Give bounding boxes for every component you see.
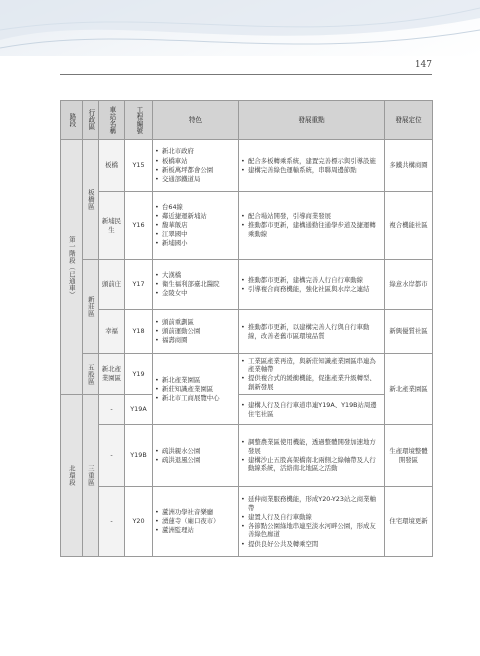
station-code: Y18 — [125, 310, 153, 354]
district-cell: 板橋區 — [83, 140, 99, 260]
focus-cell: • 調整農業區使用機能，透過整體開發加速地方發展 • 建構沙止五股高架橋南北兩側之綠軸帶及人行動線系統，活絡南北地區之活動 — [239, 425, 385, 487]
position-cell: 生產環境整體開發區 — [385, 425, 433, 487]
header-station: 車站名稱 — [99, 101, 125, 140]
table-header-row — [61, 101, 433, 140]
district-cell: 三重區 — [83, 395, 99, 557]
wave-decoration — [0, 0, 480, 56]
position-cell: 複合機能社區 — [385, 192, 433, 260]
focus-cell: • 建構人行及自行車道串連Y19A、Y19B站周邊住宅社區 — [239, 395, 385, 425]
position-cell: 新北產業園區 — [385, 354, 433, 425]
header-district: 行政區 — [83, 101, 99, 140]
station-name: - — [99, 395, 125, 425]
position-cell: 新興優質社區 — [385, 310, 433, 354]
position-cell: 多鐵共構商圈 — [385, 140, 433, 192]
station-name: 幸福 — [99, 310, 125, 354]
header-focus: 發展重點 — [239, 101, 385, 140]
station-name: 新北產業園區 — [99, 354, 125, 395]
station-code: Y15 — [125, 140, 153, 192]
features-cell: • 大漢橋 • 衛生福利部臺北醫院 • 金陵女中 — [153, 260, 239, 310]
features-cell: • 疏洪親水公園 • 疏洪退風公園 — [153, 425, 239, 487]
table-row — [61, 192, 433, 260]
focus-cell: • 配合多板轉乘系統，建置完善標示與引導設施 • 建構完善綠色運輸系統，串聯周邊節點 — [239, 140, 385, 192]
page-number: 147 — [414, 60, 432, 70]
table-row — [61, 425, 433, 487]
station-code: Y19B — [125, 425, 153, 487]
features-cell: • 台64線 • 鄰近捷運新埔站 • 馥華飯店 • 江翠國中 • 新埔國小 — [153, 192, 239, 260]
station-name: 板橋 — [99, 140, 125, 192]
station-name: - — [99, 487, 125, 557]
station-code: Y20 — [125, 487, 153, 557]
station-code: Y19 — [125, 354, 153, 395]
position-cell: 綠意水岸都市 — [385, 260, 433, 310]
station-code: Y16 — [125, 192, 153, 260]
header-route: 路段 — [61, 101, 83, 140]
focus-cell: • 推動都市更新，建構完善人行自行車動線 • 引導複合商務機能，強化社區與水岸之連結 — [239, 260, 385, 310]
header-code: 工程編號 — [125, 101, 153, 140]
station-name: 新埔民生 — [99, 192, 125, 260]
features-cell: • 新北市政府 • 板橋車站 • 新板萬坪都會公園 • 交通部鐵道局 — [153, 140, 239, 192]
station-code: Y17 — [125, 260, 153, 310]
table-row — [61, 140, 433, 192]
features-cell: • 新北產業園區 • 新莊知識產業園區 • 新北市工商展覽中心 — [153, 354, 239, 425]
table-row — [61, 395, 433, 425]
district-cell: 五股區 — [83, 354, 99, 395]
table-row — [61, 487, 433, 557]
focus-cell: • 工業區產業再造，與新莊知識產業園區串連為產業軸帶 • 提供複合式的緩衝機能，促進產業升級轉型、創新發展 — [239, 354, 385, 395]
focus-cell: • 推動都市更新，以建構完善人行與自行車動線，改善老舊市區環境品質 — [239, 310, 385, 354]
station-development-table — [60, 100, 433, 557]
district-cell: 新莊區 — [83, 260, 99, 354]
position-cell: 住宅環境更新 — [385, 487, 433, 557]
focus-cell: • 延伸商業服務機能，形成Y20-Y23站之商業軸帶 • 建置人行及自行車動線 • 各節點公園綠地串連至淡水河畔公園，形成友善綠色廊道 • 提供良好公共及轉乘空間 — [239, 487, 385, 557]
focus-cell: • 配合場站開發，引導商業發展 • 推動都市更新，建構通勤往通學步道及捷運轉乘動線 — [239, 192, 385, 260]
header-features: 特色 — [153, 101, 239, 140]
features-cell: • 頭前重劃區 • 頭前運動公園 • 福壽商圈 — [153, 310, 239, 354]
header-rule — [60, 74, 432, 75]
stage-cell: 第一階段（已通車） — [61, 140, 83, 395]
header-position: 發展定位 — [385, 101, 433, 140]
table-row — [61, 310, 433, 354]
header-decoration — [0, 0, 480, 56]
station-code: Y19A — [125, 395, 153, 425]
stage-cell: 北環段 — [61, 395, 83, 557]
features-cell: • 蘆洲功學社音樂廳 • 湧蓮寺（廟口夜市） • 蘆洲監理站 — [153, 487, 239, 557]
table-row — [61, 354, 433, 395]
table-row — [61, 260, 433, 310]
station-name: 頭前庄 — [99, 260, 125, 310]
station-name: - — [99, 425, 125, 487]
